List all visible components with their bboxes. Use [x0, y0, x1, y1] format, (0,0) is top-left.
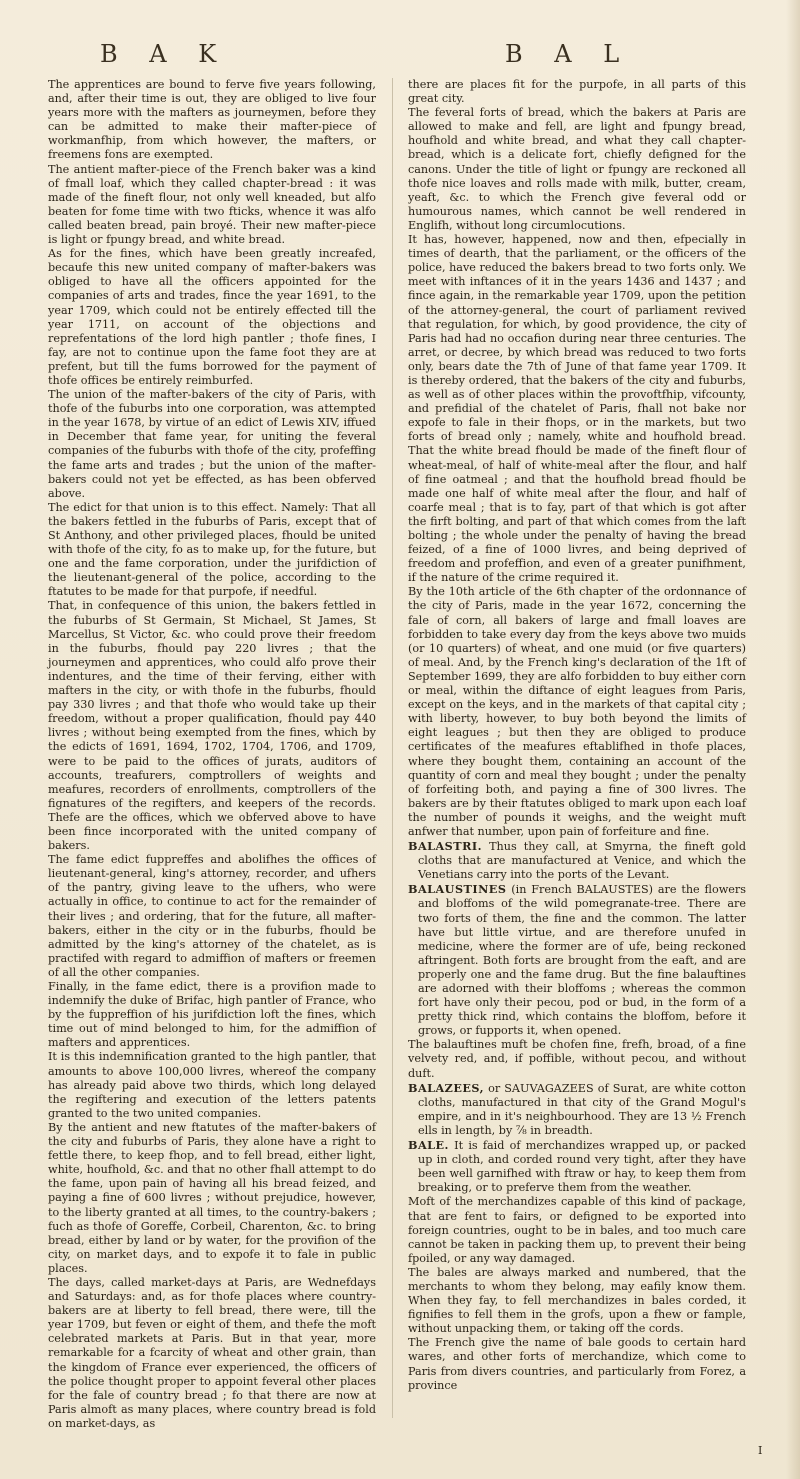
left-column: [48, 78, 376, 1431]
paragraph: As for the fines, which have been greatly increafed, becaufe this new united company of mafter-bakers was obliged to have all the officers appointed for the companies of arts and trades, fince the year 1691, to the year 1709, which could not be entirely effected till the year 1711, on account of the objections and reprefentations of the lord high pantler ; thofe fines, I fay, are not to continue upon the fame foot they are at prefent, but till the fums borrowed for the payment of thofe offices be entirely reimburfed.: [48, 247, 376, 387]
paragraph: [408, 78, 746, 106]
paragraph: By the antient and new ftatutes of the mafter-bakers of the city and fuburbs of Paris, they alone have a right to fettle there, to keep fhop, and to fell bread, either light, white, houfhold, &c. and that no other fhall attempt to do the fame, upon pain of having all his bread feized, and paying a fine of 600 livres ; without prejudice, however, to the liberty granted at all times, to the country-bakers ; fuch as thofe of Goreffe, Corbeil, Charenton, &c. to bring bread, either by land or by water, for the provifion of the city, on market days, and to expofe it to fale in public places.: [48, 1120, 376, 1275]
headword: BALASTRI.: [408, 839, 483, 854]
page-edge-shadow: [786, 0, 800, 1479]
paragraph: [408, 233, 746, 585]
dictionary-entry-bale: [408, 1138, 746, 1195]
entry-text: (in French BALAUSTES) are the flowers and bloffoms of the wild pomegranate-tree. There are two forts of them, the fine and the common. The latter have but little virtue, and are therefore unufed in medicine, where the former are of ufe, being reckoned aftringent. Both forts are brought from the eaft, and are properly one and the fame drug. But the fine balauftines are adorned with their bloffoms ; whereas the common fort have only their pecou, pod or bud, in the form of a pretty thick rind, which contains the bloffom, before it grows, or fupports it, when opened.: [418, 883, 746, 1038]
right-column: [408, 78, 746, 1393]
paragraph: [408, 1195, 746, 1265]
paragraph: [408, 106, 746, 233]
paragraph: The edict for that union is to this effect. Namely: That all the bakers fettled in the fuburbs of Paris, except that of St Anthony, and other privileged places, fhould be united with thofe of the city, fo as to make up, for the future, but one and the fame corporation, under the jurifdiction of the lieutenant-general of the police, according to the ftatutes to be made for that purpofe, if needful.: [48, 500, 376, 599]
paragraph: [408, 1336, 746, 1392]
paragraph: Finally, in the fame edict, there is a provifion made to indemnify the duke of Brifac, high pantler of France, who by the fuppreffion of his jurifdiction loft the fines, which time out of mind belonged to him, for the admiffion of mafters and apprentices.: [48, 980, 376, 1050]
running-head-right: B A L: [505, 40, 632, 68]
entry-text: Moft of the merchandizes capable of this kind of package, that are fent to fairs, or defigned to be exported into foreign countries, ought to be in bales, and too much care cannot be taken in packing them up, to prevent their being fpoiled, or any way damaged.: [408, 1195, 746, 1265]
column-divider: [392, 78, 393, 1418]
paragraph: [408, 585, 746, 839]
dictionary-entry-balaustines: [408, 882, 746, 1038]
headword: BALAZEES,: [408, 1080, 484, 1095]
paragraph: That, in confequence of this union, the bakers fettled in the fuburbs of St Germain, St Michael, St James, St Marcellus, St Victor, &c. who could prove their freedom in the fuburbs, fhould pay 220 livres ; that the journeymen and apprentices, who could alfo prove their indentures, and the time of their ferving, either with mafters in the city, or with thofe in the fuburbs, fhould pay 330 livres ; and that thofe who would take up their freedom, without a proper qualification, fhould pay 440 livres ; without being exempted from the fines, which by the edicts of 1691, 1694, 1702, 1704, 1706, and 1709, were to be paid to the offices of jurats, auditors of accounts, treafurers, comptrollers of weights and meafures, recorders of enrollments, comptrollers of the fignatures of the regifters, and keepers of the records. Thefe are the offices, which we obferved above to have been fince incorporated with the united company of bakers.: [48, 599, 376, 853]
paragraph: It is this indemnification granted to the high pantler, that amounts to above 100,000 livres, whereof the company has already paid above two thirds, which long delayed the regiftering and execution of the letters patents granted to the two united companies.: [48, 1050, 376, 1120]
dictionary-entry-balastri: [408, 839, 746, 882]
entry-text: By the 10th article of the 6th chapter of the ordonnance of the city of Paris, made in the year 1672, concerning the fale of corn, all bakers of large and fmall loaves are forbidden to take every day from the keys above two muids (or 10 quarters) of wheat, and one muid (or five quarters) of meal. And, by the French king's declaration of the 1ft of September 1699, they are alfo forbidden to buy either corn or meal, within the diftance of eight leagues from Paris, except on the keys, and in the markets of that capital city ; with liberty, however, to buy both beyond the limits of eight leagues ; but then they are obliged to produce certificates of the meafures eftablifhed in thofe places, where they bought them, containing an account of the quantity of corn and meal they bought ; under the penalty of forfeiting both, and paying a fine of 300 livres. The bakers are by their ftatutes obliged to mark upon each loaf the number of pounds it weighs, and the weight muft anfwer that number, upon pain of forfeiture and fine.: [408, 585, 746, 838]
paragraph: The antient mafter-piece of the French baker was a kind of fmall loaf, which they called chapter-bread : it was made of the fineft flour, not only well kneaded, but alfo beaten for fome time with two fticks, whence it was alfo called beaten bread, pain broyé. Their new mafter-piece is light or fpungy bread, and white bread.: [48, 162, 376, 247]
paragraph: The days, called market-days at Paris, are Wednefdays and Saturdays: and, as for thofe places where country-bakers are at liberty to fell bread, there were, till the year 1709, but feven or eight of them, and thefe the moft celebrated markets at Paris. But in that year, more remarkable for a fcarcity of wheat and other grain, than the kingdom of France ever experienced, the officers of the police thought proper to appoint feveral other places for the fale of country bread ; fo that there are now at Paris almoft as many places, where country bread is fold on market-days, as: [48, 1275, 376, 1430]
entry-text: The feveral forts of bread, which the bakers at Paris are allowed to make and fell, are light and fpungy bread, houfhold and white bread, and what they call chapter-bread, which is a delicate fort, chiefly defigned for the canons. Under the title of light or fpungy are reckoned all thofe nice loaves and rolls made with milk, butter, cream, yeaft, &c. to which the French give feveral odd or humourous names, which cannot be well rendered in Englifh, without long circumlocutions.: [408, 106, 746, 232]
entry-text: or SAUVAGAZEES of Surat, are white cotton cloths, manufactured in that city of the Grand Mogul's empire, and in it's neighbourhood. They are 13 ½ French ells in length, by ⅞ in breadth.: [418, 1081, 746, 1137]
entry-text: It has, however, happened, now and then, efpecially in times of dearth, that the parliament, or the officers of the police, have reduced the bakers bread to two forts only. We meet with inftances of it in the years 1436 and 1437 ; and fince again, in the remarkable year 1709, upon the petition of the attorney-general, the court of parliament revived that regulation, for which, by good providence, the city of Paris had had no occafion during near three centuries. The arret, or decree, by which bread was reduced to two forts only, bears date the 7th of June of that fame year 1709. It is thereby ordered, that the bakers of the city and fuburbs, as well as of other places within the provoftfhip, vifcounty, and prefidial of the chatelet of Paris, fhall not bake nor expofe to fale in their fhops, or in the markets, but two forts of bread only ; namely, white and houfhold bread. That the white bread fhould be made of the fineft flour of wheat-meal, of half of white-meal after the flour, and half of fine oatmeal ; and that the houfhold bread fhould be made one half of white meal after the flour, and half of coarfe meal ; that is to fay, part of that which is got after the firft bolting, and part of that which comes from the laft bolting ; the whole under the penalty of having the bread feized, of a fine of 1000 livres, and being deprived of freedom and profeffion, and even of a greater punifhment, if the nature of the crime required it.: [408, 233, 746, 585]
entry-text: It is faid of merchandizes wrapped up, or packed up in cloth, and corded round very tight, after they have been well garnifhed with ftraw or hay, to keep them from breaking, or to preferve them from the weather.: [418, 1139, 746, 1195]
headword: BALAUSTINES: [408, 882, 507, 897]
entry-text: there are places fit for the purpofe, in all parts of this great city.: [408, 78, 746, 106]
paragraph: [408, 1038, 746, 1080]
running-head-left: B A K: [100, 40, 229, 68]
paragraph: [408, 1266, 746, 1336]
paragraph: The fame edict fuppreffes and abolifhes the offices of lieutenant-general, king's attorney, recorder, and ufhers of the pantry, giving leave to the ufhers, who were actually in office, to continue to act for the remainder of their lives ; and ordering, that for the future, all mafter-bakers, either in the city or in the fuburbs, fhould be admitted by the king's attorney of the chatelet, as is practifed with regard to admiffion of mafters or freemen of all the other companies.: [48, 853, 376, 979]
entry-text: The balauftines muft be chofen fine, frefh, broad, of a fine velvety red, and, if poffible, without pecou, and without duft.: [408, 1038, 746, 1080]
entry-text: The bales are always marked and numbered, that the merchants to whom they belong, may eafily know them. When they fay, to fell merchandizes in bales corded, it fignifies to fell them in the grofs, upon a fhew or fample, without unpacking them, or taking off the cords.: [408, 1265, 746, 1336]
paragraph: The apprentices are bound to ferve five years following, and, after their time is out, they are obliged to live four years more with the mafters as journeymen, before they can be admitted to make their mafter-piece of workmanfhip, from which however, the mafters, or freemens fons are exempted.: [48, 78, 376, 162]
entry-text: The French give the name of bale goods to certain hard wares, and other forts of merchandize, which come to Paris from divers countries, and particularly from Forez, a province: [408, 1336, 746, 1392]
headword: BALE.: [408, 1138, 449, 1153]
dictionary-entry-balazees: [408, 1081, 746, 1138]
paragraph: The union of the mafter-bakers of the city of Paris, with thofe of the fuburbs into one corporation, was attempted in the year 1678, by virtue of an edict of Lewis XIV, iffued in December that fame year, for uniting the feveral companies of the fuburbs with thofe of the city, profeffing the fame arts and trades ; but the union of the mafter-bakers could not yet be effected, as has been obferved above.: [48, 388, 376, 500]
entry-text: Thus they call, at Smyrna, the fineft gold cloths that are manufactured at Venice, and which the Venetians carry into the ports of the Levant.: [418, 840, 746, 882]
signature-mark: I: [758, 1444, 763, 1457]
